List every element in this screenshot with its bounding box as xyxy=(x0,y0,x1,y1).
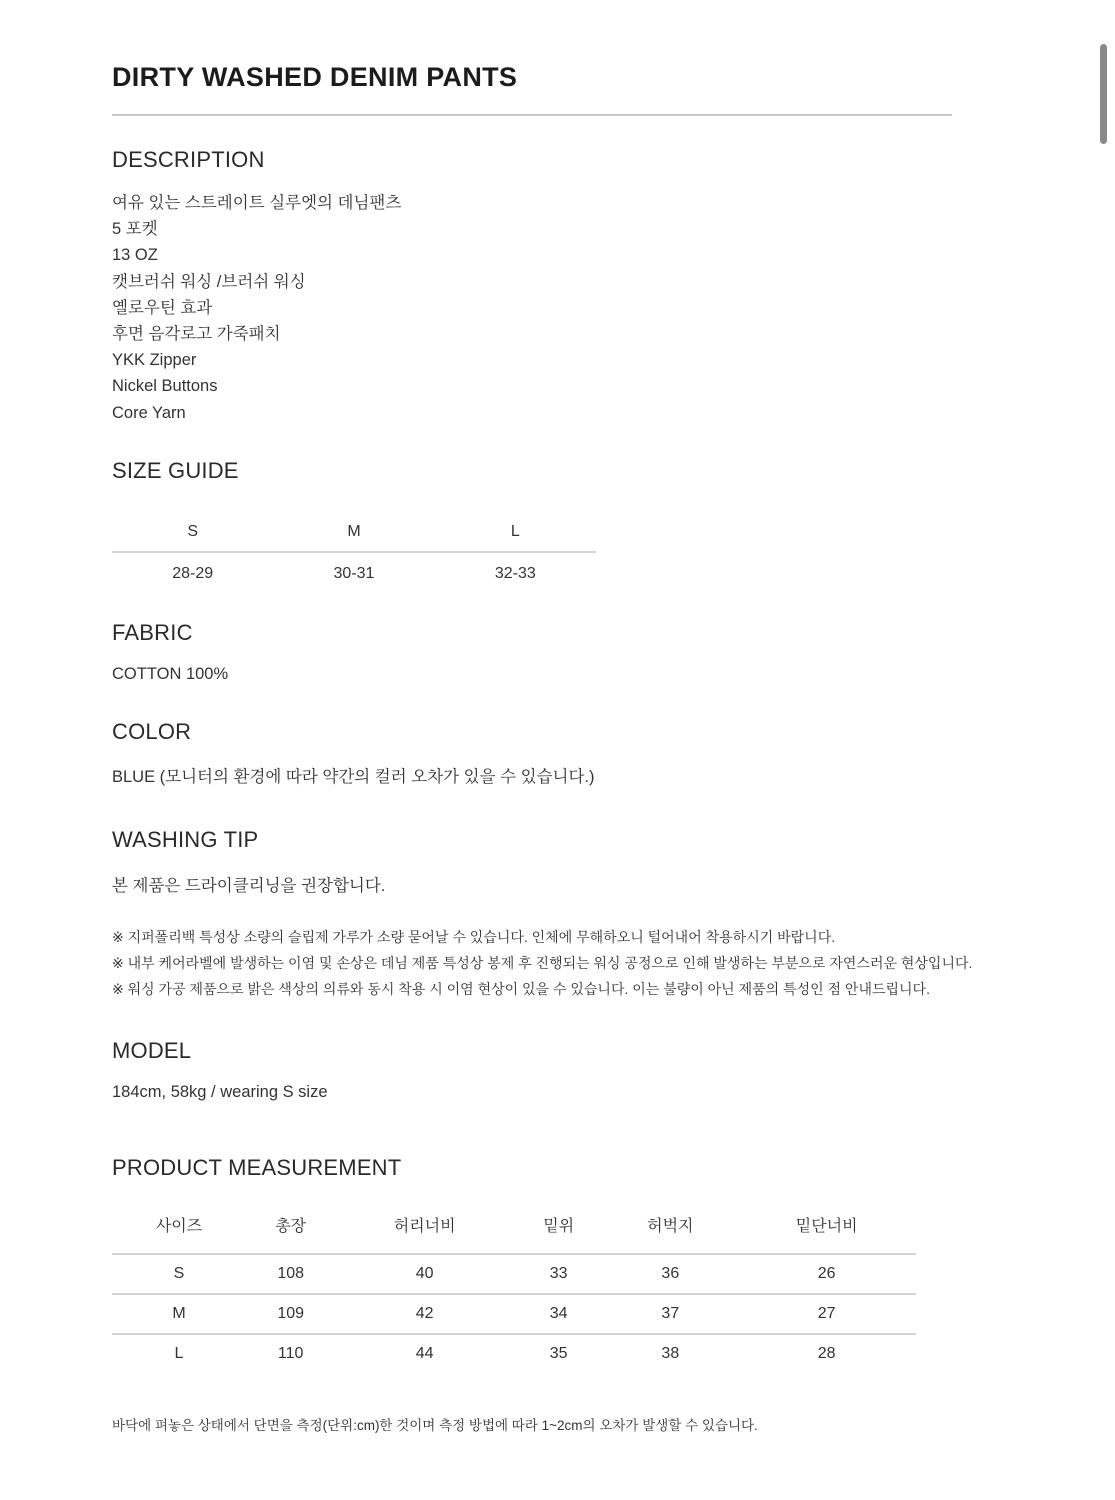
table-row xyxy=(112,1254,916,1294)
description-item: 5 포켓 xyxy=(112,220,158,239)
measurement-column-header: 밑위 xyxy=(514,1208,603,1254)
description-item: 13 OZ xyxy=(112,246,158,265)
table-cell: 108 xyxy=(246,1254,335,1294)
table-cell: 36 xyxy=(603,1254,737,1294)
size-guide-column-header: S xyxy=(187,523,198,540)
scrollbar-thumb[interactable] xyxy=(1100,44,1107,144)
table-cell: 109 xyxy=(246,1294,335,1334)
measurement-column-header: 사이즈 xyxy=(112,1208,246,1254)
washing-note: ※ 내부 케어라벨에 발생하는 이염 및 손상은 데님 제품 특성상 봉제 후 진행되는 워싱 공정으로 인해 발생하는 부분으로 자연스러운 현상입니다. xyxy=(112,955,973,971)
measurement-header-row xyxy=(112,1208,916,1254)
measurement-column-header: 허리너비 xyxy=(335,1208,514,1254)
size-guide-value: 32-33 xyxy=(494,565,536,582)
description-item: 캣브러쉬 워싱 /브러쉬 워싱 xyxy=(112,272,306,291)
table-row xyxy=(112,1294,916,1334)
washing-tip-value: 본 제품은 드라이클리닝을 권장합니다. xyxy=(112,877,386,895)
description-heading: DESCRIPTION xyxy=(112,147,265,172)
description-item: 후면 음각로고 가죽패치 xyxy=(112,325,281,344)
size-guide-value: 30-31 xyxy=(333,565,375,582)
table-cell: 38 xyxy=(661,1345,680,1362)
product-title: DIRTY WASHED DENIM PANTS xyxy=(112,62,518,92)
size-guide-table xyxy=(112,518,596,593)
size-guide-value-row xyxy=(112,553,596,593)
table-cell: 27 xyxy=(737,1294,916,1334)
measurement-column-header: 허벅지 xyxy=(603,1208,737,1254)
measurement-column-header: 총장 xyxy=(246,1208,335,1254)
table-cell: 26 xyxy=(737,1254,916,1294)
description-item: Core Yarn xyxy=(112,403,186,422)
color-value: BLUE (모니터의 환경에 따라 약간의 컬러 오차가 있을 수 있습니다.) xyxy=(112,768,595,786)
washing-note: ※ 지퍼폴리백 특성상 소량의 슬립제 가루가 소량 묻어날 수 있습니다. 인체에 무해하오니 털어내어 착용하시기 바랍니다. xyxy=(112,929,836,945)
size-guide-column-header: M xyxy=(347,523,361,540)
fabric-value: COTTON 100% xyxy=(112,665,229,683)
measurement-table xyxy=(112,1208,916,1373)
washing-notes-list xyxy=(112,924,972,1002)
model-heading: MODEL xyxy=(112,1038,192,1063)
measurement-heading: PRODUCT MEASUREMENT xyxy=(112,1155,402,1180)
measurement-column-header: 밑단너비 xyxy=(737,1208,916,1254)
description-item: YKK Zipper xyxy=(112,351,197,370)
model-value: 184cm, 58kg / wearing S size xyxy=(112,1083,328,1101)
table-cell: 40 xyxy=(335,1254,514,1294)
vertical-scrollbar[interactable] xyxy=(1096,40,1110,150)
description-item: Nickel Buttons xyxy=(112,377,218,396)
table-cell: L xyxy=(174,1345,184,1362)
size-guide-value: 28-29 xyxy=(172,565,214,582)
washing-tip-heading: WASHING TIP xyxy=(112,827,259,852)
description-item: 옐로우틴 효과 xyxy=(112,298,213,317)
title-divider xyxy=(112,114,952,116)
table-cell: 110 xyxy=(277,1345,304,1362)
table-cell: 35 xyxy=(549,1345,568,1362)
measurement-footnote: 바닥에 펴놓은 상태에서 단면을 측정(단위:cm)한 것이며 측정 방법에 따라 1~2cm의 오차가 발생할 수 있습니다. xyxy=(112,1418,758,1433)
table-cell: 33 xyxy=(514,1254,603,1294)
washing-note: ※ 워싱 가공 제품으로 밝은 색상의 의류와 동시 착용 시 이염 현상이 있을 수 있습니다. 이는 불량이 아닌 제품의 특성인 점 안내드립니다. xyxy=(112,981,930,997)
size-guide-heading: SIZE GUIDE xyxy=(112,458,239,483)
table-cell: 37 xyxy=(603,1294,737,1334)
table-cell: 28 xyxy=(817,1345,836,1362)
size-guide-header-row xyxy=(112,518,596,551)
fabric-heading: FABRIC xyxy=(112,620,193,645)
color-heading: COLOR xyxy=(112,719,192,744)
table-cell: 44 xyxy=(415,1345,434,1362)
size-guide-column-header: L xyxy=(510,523,520,540)
table-row xyxy=(112,1334,916,1373)
table-cell: 34 xyxy=(514,1294,603,1334)
description-item: 여유 있는 스트레이트 실루엣의 데님팬츠 xyxy=(112,194,402,212)
description-list xyxy=(112,190,401,426)
table-cell: 42 xyxy=(335,1294,514,1334)
table-cell: S xyxy=(112,1254,246,1294)
table-cell: M xyxy=(112,1294,246,1334)
